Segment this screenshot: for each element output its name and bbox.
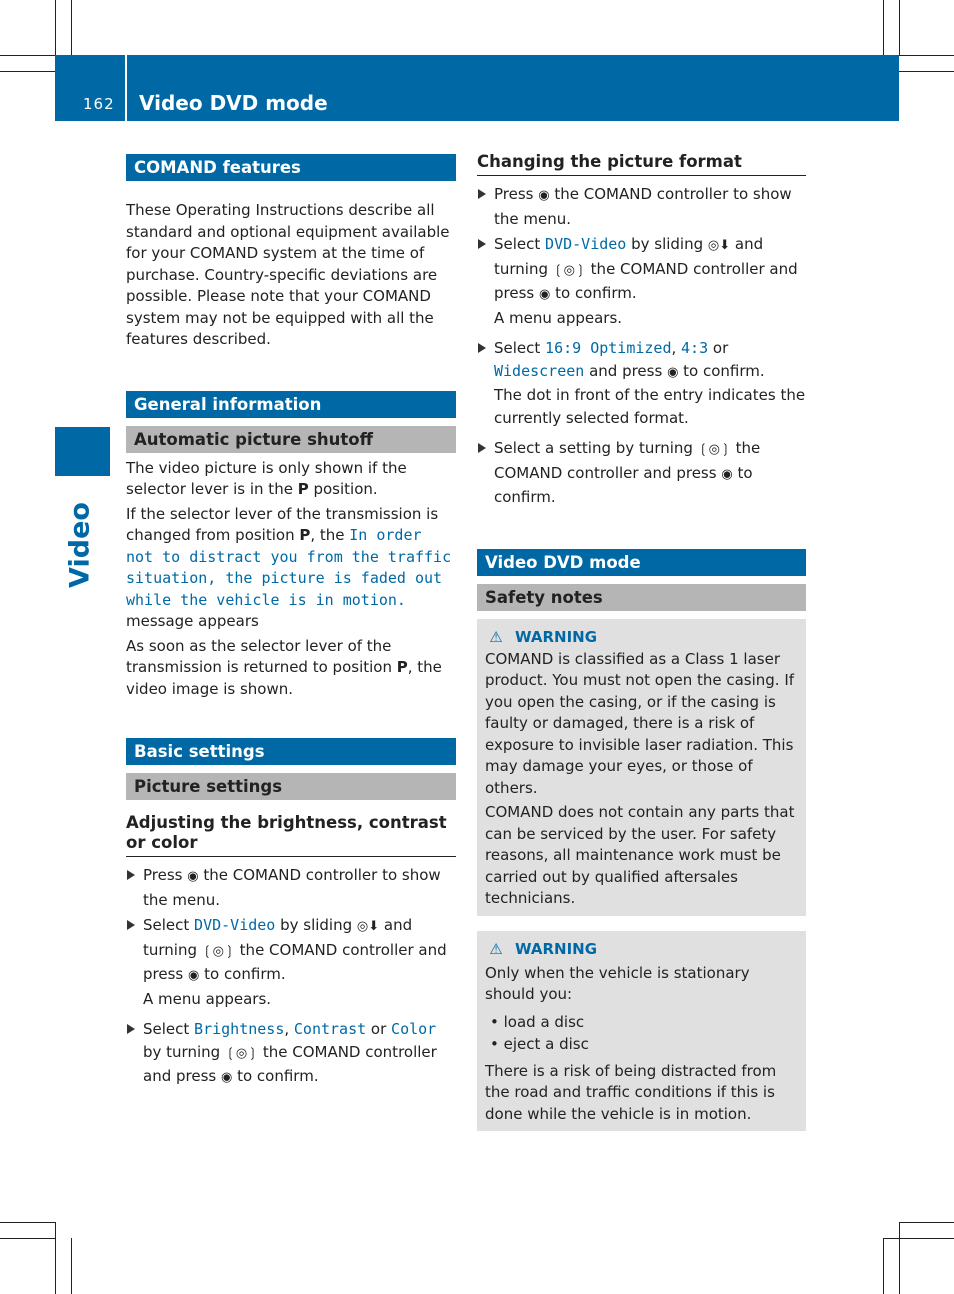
menu-item-contrast: Contrast — [293, 1020, 367, 1038]
text: Select — [494, 235, 546, 253]
slide-icon: ◎⬇ — [707, 238, 731, 253]
text: or — [366, 1020, 392, 1038]
text: or — [708, 339, 729, 357]
text: to confirm. — [494, 463, 753, 506]
right-column — [477, 152, 806, 1131]
text: As soon as the selector lever of the transmission is returned to position — [126, 636, 397, 676]
step-arrow-icon — [478, 239, 486, 249]
subheading-safety-notes: Safety notes — [477, 584, 806, 611]
text: Press — [494, 185, 539, 203]
slide-icon: ◎⬇ — [356, 919, 380, 934]
turn-icon: ❲◎❳ — [201, 943, 235, 959]
text: and press — [584, 361, 668, 380]
text: Select — [143, 916, 195, 934]
text: If the selector lever of the transmission is changed from position — [126, 504, 439, 544]
press-icon: ◉ — [187, 869, 199, 884]
menu-item-brightness: Brightness — [194, 1020, 285, 1038]
menu-item-color: Color — [391, 1020, 437, 1038]
warning-label: WARNING — [515, 939, 598, 958]
crop-mark — [899, 71, 954, 72]
step-arrow-icon — [478, 443, 486, 453]
shutoff-paragraph-3 — [126, 636, 456, 701]
section-heading-basic-settings: Basic settings — [126, 738, 456, 765]
procedure-title-picture-format: Changing the picture format — [477, 152, 806, 176]
warning-text: There is a risk of being distracted from the road and traffic conditions if this is done while the vehicle is in motion. — [485, 1061, 777, 1123]
text: , — [284, 1020, 294, 1038]
text: , — [671, 339, 682, 357]
text: A menu appears. — [143, 989, 272, 1008]
crop-mark — [0, 55, 55, 56]
text: to confirm. — [550, 284, 637, 302]
turn-icon: ❲◎❳ — [697, 442, 731, 457]
warning-text: COMAND is classified as a Class 1 laser product. You must not open the casing. If you open the casing, or if the casing is faulty or damaged, there is a risk of exposure to invisible laser radiation. This may damage your eyes, or those of others. — [485, 649, 795, 797]
text: the COMAND controller and press — [494, 439, 761, 482]
turn-icon: ❲◎❳ — [552, 262, 586, 278]
menu-item-4-3: 4:3 — [681, 339, 709, 357]
text: to confirm. — [232, 1067, 319, 1085]
press-icon: ◉ — [721, 466, 733, 482]
step-arrow-icon — [127, 870, 135, 880]
step-select-setting — [477, 437, 806, 509]
warning-label: WARNING — [515, 627, 598, 646]
crop-mark — [71, 1238, 72, 1294]
position-p: P — [297, 480, 309, 498]
step-select-dvd-video — [477, 233, 806, 329]
subheading-picture-settings: Picture settings — [126, 773, 456, 800]
display-message: In order not to distract you from the traffic situation, the picture is faded out while the vehicle is in motion. — [126, 526, 452, 609]
header-divider — [125, 55, 127, 121]
crop-mark — [883, 1238, 954, 1239]
crop-mark — [0, 71, 55, 72]
page-title: Video DVD mode — [139, 91, 328, 115]
step-arrow-icon — [478, 189, 486, 199]
step-select-dvd-video — [126, 914, 456, 1010]
press-icon: ◉ — [667, 364, 679, 380]
list-item: • load a disc — [490, 1012, 585, 1031]
press-icon: ◉ — [220, 1070, 233, 1085]
text: A menu appears. — [494, 308, 623, 327]
page-header — [55, 55, 899, 121]
position-p: P — [299, 526, 311, 544]
list-item: • eject a disc — [490, 1035, 589, 1053]
crop-mark — [55, 0, 56, 55]
text: by turning — [143, 1042, 225, 1061]
menu-item-widescreen: Widescreen — [494, 361, 585, 380]
text: position. — [308, 480, 378, 498]
text: the COMAND controller and press — [494, 259, 798, 302]
crop-mark — [899, 55, 954, 56]
text: the COMAND controller and press — [143, 1042, 437, 1085]
crop-mark — [55, 1222, 56, 1294]
text: The dot in front of the entry indicates the currently selected format. — [494, 386, 806, 427]
shutoff-paragraph-2 — [126, 504, 456, 633]
page-number: 162 — [83, 95, 115, 113]
text: the COMAND controller to show the menu. — [143, 866, 441, 909]
menu-item-dvd-video: DVD-Video — [545, 235, 627, 253]
crop-mark — [0, 1238, 55, 1239]
text: , the — [310, 526, 350, 544]
crop-mark — [899, 1222, 900, 1294]
step-press-controller — [126, 864, 456, 911]
shutoff-paragraph-1 — [126, 458, 456, 501]
press-icon: ◉ — [539, 287, 551, 302]
text: by sliding — [275, 916, 357, 934]
subheading-automatic-picture-shutoff: Automatic picture shutoff — [126, 426, 456, 453]
step-select-format — [477, 337, 806, 429]
text: by sliding — [626, 235, 708, 253]
text: message appears — [126, 612, 259, 630]
text: The video picture is only shown if the selector lever is in the — [126, 458, 407, 498]
side-tab — [55, 427, 110, 476]
step-arrow-icon — [127, 1024, 135, 1034]
text: Press — [143, 866, 188, 884]
crop-mark — [71, 0, 72, 55]
press-icon: ◉ — [188, 968, 200, 983]
crop-mark — [883, 0, 884, 55]
section-heading-general-information: General information — [126, 391, 456, 418]
comand-features-text: These Operating Instructions describe all standard and optional equipment available for your COMAND system at the time of purchase. Country-specific deviations are possible. Please note that your COMAND system may not be equipped with all the features described. — [126, 201, 450, 348]
crop-mark — [899, 1222, 954, 1223]
warning-heading — [485, 939, 798, 959]
side-tab-label: Video — [64, 502, 96, 588]
turn-icon: ❲◎❳ — [224, 1045, 259, 1061]
text: Select — [143, 1020, 195, 1038]
text: , the video image is shown. — [126, 658, 442, 698]
section-heading-comand-features: COMAND features — [126, 154, 456, 181]
text: and turning — [143, 916, 413, 959]
menu-item-dvd-video: DVD-Video — [194, 916, 276, 934]
step-arrow-icon — [478, 343, 486, 353]
step-press-controller — [477, 183, 806, 230]
warning-heading — [485, 627, 798, 647]
procedure-title-brightness: Adjusting the brightness, contrast or color — [126, 813, 456, 857]
menu-item-16-9-optimized: 16:9 Optimized — [545, 339, 672, 357]
section-heading-video-dvd-mode: Video DVD mode — [477, 549, 806, 576]
text: the COMAND controller to show the menu. — [494, 185, 792, 228]
press-icon: ◉ — [538, 188, 550, 203]
warning-text: Only when the vehicle is stationary should you: — [485, 963, 750, 1003]
text: Select a setting by turning — [494, 439, 698, 457]
warning-box-laser — [477, 619, 806, 916]
step-arrow-icon — [127, 920, 135, 930]
position-p: P — [396, 658, 408, 676]
crop-mark — [883, 1238, 884, 1294]
warning-text: COMAND does not contain any parts that can be serviced by the user. For safety reasons, all maintenance work must be carried out by qualified aftersales technicians. — [485, 803, 795, 907]
text: the COMAND controller and press — [143, 940, 447, 983]
warning-box-disc — [477, 931, 806, 1132]
crop-mark — [0, 1222, 55, 1223]
step-select-brightness — [126, 1018, 456, 1090]
text: to confirm. — [678, 361, 765, 380]
text: Select — [494, 339, 546, 357]
warning-triangle-icon: ⚠ — [489, 939, 503, 958]
crop-mark — [899, 0, 900, 55]
text: to confirm. — [199, 965, 286, 983]
text: and turning — [494, 235, 764, 278]
left-column — [126, 154, 456, 1090]
warning-triangle-icon: ⚠ — [489, 627, 503, 646]
